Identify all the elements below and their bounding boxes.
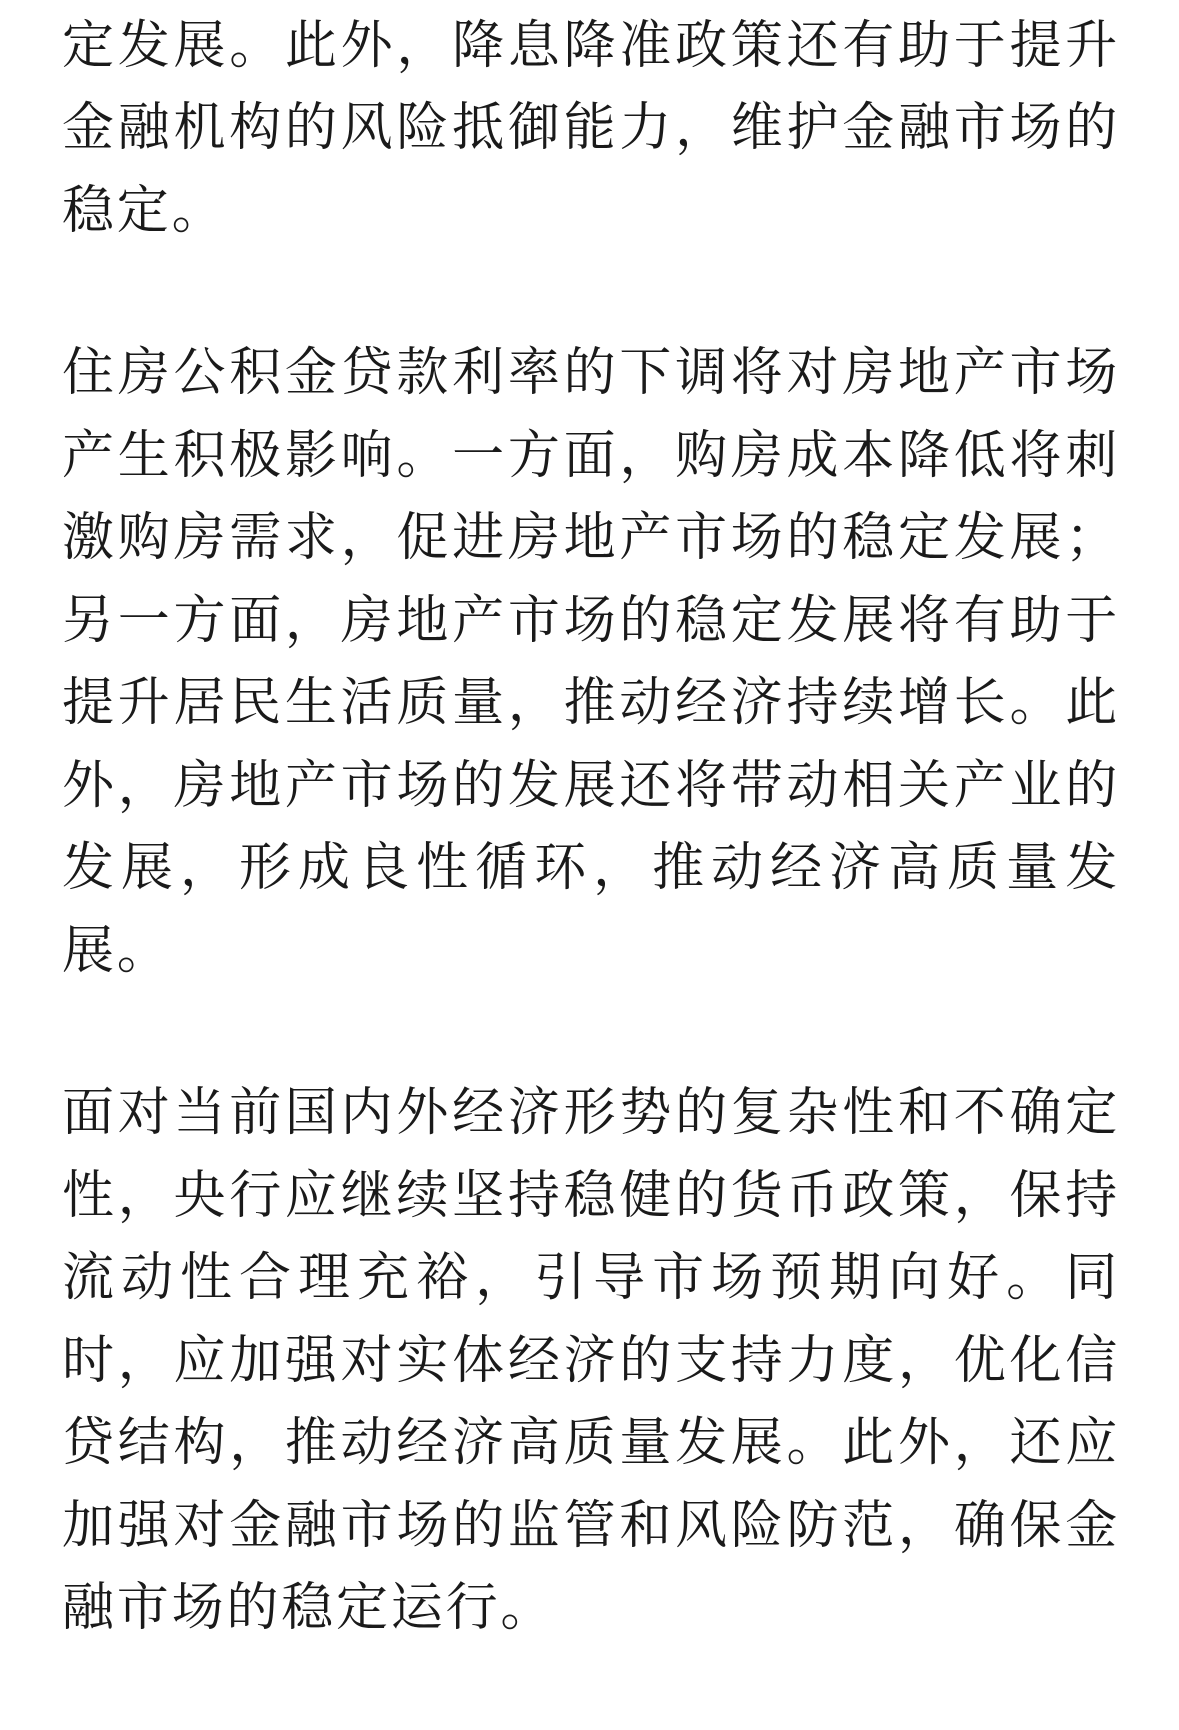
paragraph-central-bank-policy: 面对当前国内外经济形势的复杂性和不确定性，央行应继续坚持稳健的货币政策，保持流动性合理充裕，引导市场预期向好。同时，应加强对实体经济的支持力度，优化信贷结构，推动经济高质量发展。此外，还应加强对金融市场的监管和风险防范，确保金融市场的稳定运行。	[62, 1083, 1120, 1638]
paragraph-housing-fund-loan: 住房公积金贷款利率的下调将对房地产市场产生积极影响。一方面，购房成本降低将刺激购房需求，促进房地产市场的稳定发展；另一方面，房地产市场的稳定发展将有助于提升居民生活质量，推动经济持续增长。此外，房地产市场的发展还将带动相关产业的发展，形成良性循环，推动经济高质量发展。	[62, 343, 1120, 981]
article-body	[62, 0, 1120, 1730]
paragraph-financial-market: 定发展。此外，降息降准政策还有助于提升金融机构的风险抵御能力，维护金融市场的稳定。	[62, 15, 1120, 241]
